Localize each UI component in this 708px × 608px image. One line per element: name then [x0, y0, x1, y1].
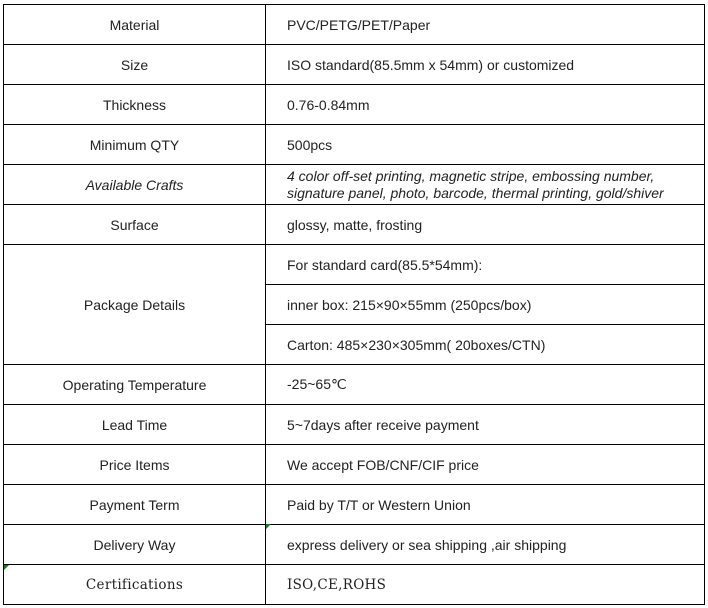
table-row [4, 5, 705, 45]
crafts-line-1: 4 color off-set printing, magnetic stripe, embossing number, [287, 167, 655, 184]
row-value-thickness: 0.76-0.84mm [266, 85, 705, 125]
row-value-delivery-way: express delivery or sea shipping ,air shipping [266, 525, 705, 565]
table-row [4, 365, 705, 405]
package-inner-box: inner box: 215×90×55mm (250pcs/box) [266, 285, 705, 325]
table-row [4, 485, 705, 525]
row-label-delivery-way: Delivery Way [4, 525, 266, 565]
row-label-available-crafts: Available Crafts [4, 165, 266, 205]
row-value-certifications: ISO,CE,ROHS [266, 565, 705, 605]
table-row [4, 405, 705, 445]
row-value-available-crafts [266, 165, 705, 205]
row-label-operating-temperature: Operating Temperature [4, 365, 266, 405]
row-label-payment-term: Payment Term [4, 485, 266, 525]
row-value-size: ISO standard(85.5mm x 54mm) or customized [266, 45, 705, 85]
table-row [4, 165, 705, 205]
row-label-surface: Surface [4, 205, 266, 245]
package-standard-card: For standard card(85.5*54mm): [266, 245, 705, 285]
row-label-material: Material [4, 5, 266, 45]
table-row [4, 565, 705, 605]
row-label-lead-time: Lead Time [4, 405, 266, 445]
row-label-thickness: Thickness [4, 85, 266, 125]
spec-table [3, 4, 705, 605]
table-row [4, 445, 705, 485]
row-label-price-items: Price Items [4, 445, 266, 485]
package-carton: Carton: 485×230×305mm( 20boxes/CTN) [266, 325, 705, 365]
table-row [4, 525, 705, 565]
row-value-lead-time: 5~7days after receive payment [266, 405, 705, 445]
table-row [4, 125, 705, 165]
row-label-package-details: Package Details [4, 245, 266, 365]
row-label-minimum-qty: Minimum QTY [4, 125, 266, 165]
table-row [4, 205, 705, 245]
row-value-operating-temperature: -25~65℃ [266, 365, 705, 405]
table-row [4, 85, 705, 125]
row-label-size: Size [4, 45, 266, 85]
cell-corner-marker [4, 565, 9, 570]
row-value-minimum-qty: 500pcs [266, 125, 705, 165]
cell-corner-marker [266, 524, 271, 529]
row-value-material: PVC/PETG/PET/Paper [266, 5, 705, 45]
row-value-price-items: We accept FOB/CNF/CIF price [266, 445, 705, 485]
row-label-certifications: Certifications [4, 565, 266, 605]
table-row [4, 45, 705, 85]
table-row [4, 245, 705, 285]
row-value-payment-term: Paid by T/T or Western Union [266, 485, 705, 525]
crafts-line-2: signature panel, photo, barcode, thermal printing, gold/shiver [287, 184, 664, 201]
row-value-surface: glossy, matte, frosting [266, 205, 705, 245]
